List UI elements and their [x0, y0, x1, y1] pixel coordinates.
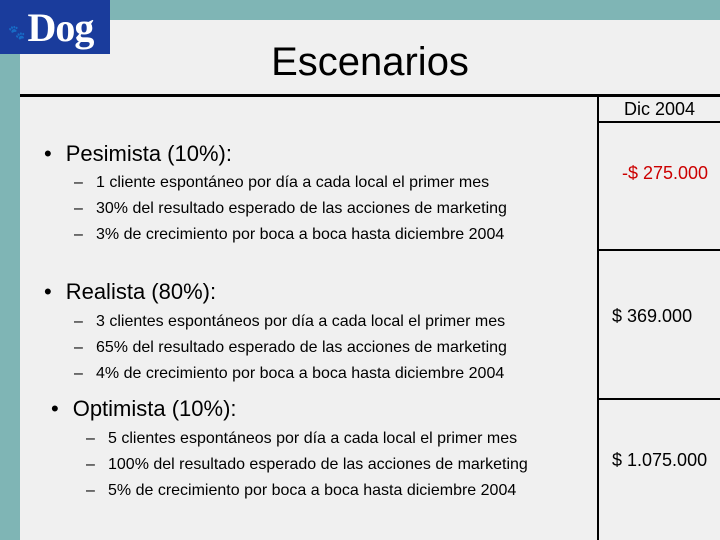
list-item: – 3% de crecimiento por boca a boca hasta diciembre 2004 — [74, 226, 505, 243]
logo-text: Dog — [27, 4, 94, 50]
scenario-pesimista-value: -$ 275.000 — [622, 163, 709, 183]
column-header: Dic 2004 — [599, 95, 720, 123]
bullet-icon: • — [44, 141, 52, 166]
scenario-optimista-title: • Optimista (10%): — [51, 396, 237, 421]
row-divider — [599, 398, 720, 400]
list-item: – 3 clientes espontáneos por día a cada local el primer mes — [74, 313, 506, 330]
scenario-pesimista-title: • Pesimista (10%): — [44, 141, 232, 166]
bullet-icon: • — [51, 396, 59, 421]
list-item: – 65% del resultado esperado de las acciones de marketing — [74, 339, 507, 356]
bullet-icon: • — [44, 279, 52, 304]
list-item: – 4% de crecimiento por boca a boca hasta diciembre 2004 — [74, 365, 505, 382]
scenario-optimista-value: $ 1.075.000 — [612, 450, 708, 470]
list-item: – 1 cliente espontáneo por día a cada local el primer mes — [74, 174, 490, 191]
row-divider — [599, 249, 720, 251]
list-item: – 5 clientes espontáneos por día a cada local el primer mes — [86, 430, 518, 447]
scenario-realista-value: $ 369.000 — [612, 306, 693, 326]
list-item: – 5% de crecimiento por boca a boca hasta diciembre 2004 — [86, 482, 517, 499]
list-item: – 100% del resultado esperado de las acciones de marketing — [86, 456, 528, 473]
left-accent-band — [0, 0, 20, 540]
scenario-realista-title: • Realista (80%): — [44, 279, 217, 304]
paw-icon: 🐾 — [8, 23, 26, 40]
list-item: – 30% del resultado esperado de las acciones de marketing — [74, 200, 507, 217]
slide-title: Escenarios — [271, 40, 469, 84]
